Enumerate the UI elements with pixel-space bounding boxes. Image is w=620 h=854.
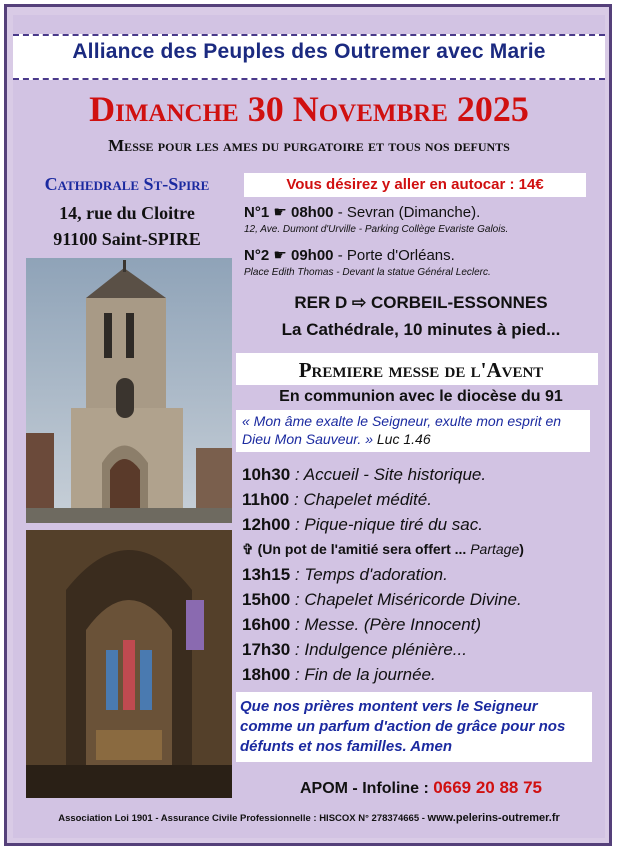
schedule-time: 10h30 <box>242 465 291 484</box>
schedule-label: Accueil - Site historique. <box>303 465 487 484</box>
schedule-item: 11h00 : Chapelet médité. <box>242 490 432 509</box>
pot-partage: Partage <box>470 541 520 557</box>
schedule-time: 18h00 <box>242 665 291 684</box>
schedule-label: Chapelet médité. <box>303 490 432 509</box>
infoline-label: APOM - Infoline : <box>299 780 434 797</box>
event-subtitle: Messe pour les ames du purgatoire et tous nos defunts <box>108 136 510 155</box>
stop-2-time: 09h00 <box>290 247 334 264</box>
stop-1-place: Sevran (Dimanche). <box>346 204 481 221</box>
infoline-contact <box>236 778 606 798</box>
rer-directions: RER D ⇨ CORBEIL-ESSONNES <box>294 293 548 312</box>
closing-prayer: Que nos prières montent vers le Seigneur comme un parfum d'action de grâce pour nos défunts et nos familles. Amen <box>240 698 566 755</box>
pot-amitie-note <box>242 541 524 558</box>
schedule-item: 13h15 : Temps d'adoration. <box>242 565 448 584</box>
stop-2-address: Place Edith Thomas - Devant la statue Général Leclerc. <box>244 267 491 278</box>
footer-text: Association Loi 1901 - Assurance Civile Professionnelle : HISCOX N° 278374665 - <box>58 813 428 824</box>
quote-text: « Mon âme exalte le Seigneur, exulte mon esprit en Dieu Mon Sauveur. » <box>242 413 562 447</box>
schedule-item: 18h00 : Fin de la journée. <box>242 665 436 684</box>
schedule-time: 13h15 <box>242 565 291 584</box>
autocar-price-banner: Vous désirez y aller en autocar : 14€ <box>244 173 586 197</box>
cross-icon: ✞ <box>242 541 254 557</box>
cathedral-city: 91100 Saint-SPIRE <box>53 229 201 249</box>
communion-line: En communion avec le diocèse du 91 <box>279 388 563 405</box>
stop-1-address: 12, Ave. Dumont d'Urville - Parking Collège Evariste Galois. <box>244 224 509 235</box>
schedule-item: 10h30 : Accueil - Site historique. <box>242 465 487 484</box>
scripture-quote <box>242 412 592 448</box>
schedule-time: 15h00 <box>242 590 291 609</box>
poster-title: Alliance des Peuples des Outremer avec Marie <box>72 40 546 63</box>
cathedral-street: 14, rue du Cloitre <box>59 203 195 223</box>
schedule-label: Messe. (Père Innocent) <box>304 615 482 634</box>
stop-1-number: N°1 <box>244 204 270 221</box>
stop-1-time: 08h00 <box>290 204 334 221</box>
cathedral-interior-photo <box>26 530 232 798</box>
schedule-label: Chapelet Miséricorde Divine. <box>304 590 522 609</box>
schedule-time: 12h00 <box>242 515 291 534</box>
hand-pointing-icon: ☛ <box>273 204 287 221</box>
schedule-label: Pique-nique tiré du sac. <box>304 515 483 534</box>
schedule-time: 16h00 <box>242 615 291 634</box>
schedule-label: Indulgence plénière... <box>304 640 467 659</box>
schedule-label: Temps d'adoration. <box>304 565 448 584</box>
schedule-label: Fin de la journée. <box>304 665 436 684</box>
schedule-item: 15h00 : Chapelet Miséricorde Divine. <box>242 590 522 609</box>
footer-website-link[interactable]: www.pelerins-outremer.fr <box>427 812 560 824</box>
schedule-time: 17h30 <box>242 640 291 659</box>
hand-pointing-icon: ☛ <box>273 247 287 264</box>
cathedral-name: Cathedrale St-Spire <box>44 174 210 194</box>
event-date: Dimanche 30 Novembre 2025 <box>89 89 529 129</box>
schedule-item: 16h00 : Messe. (Père Innocent) <box>242 615 482 634</box>
stop-2-place: Porte d'Orléans. <box>346 247 455 264</box>
stop-2-number: N°2 <box>244 247 270 264</box>
bus-stop-1: N°1 ☛ 08h00 - Sevran (Dimanche). <box>244 204 481 221</box>
pot-text: (Un pot de l'amitié sera offert ... <box>257 541 471 557</box>
schedule-item: 12h00 : Pique-nique tiré du sac. <box>242 515 483 534</box>
schedule-time: 11h00 <box>242 490 290 509</box>
cathedral-exterior-photo <box>26 258 232 523</box>
pot-close: ) <box>519 541 524 557</box>
avent-title: Premiere messe de l'Avent <box>298 358 544 382</box>
infoline-phone: 0669 20 88 75 <box>433 778 543 797</box>
schedule-item: 17h30 : Indulgence plénière... <box>242 640 467 659</box>
walking-directions: La Cathédrale, 10 minutes à pied... <box>281 320 561 339</box>
bus-stop-2: N°2 ☛ 09h00 - Porte d'Orléans. <box>244 247 455 264</box>
quote-reference: Luc 1.46 <box>376 431 431 447</box>
footer-legal <box>13 812 605 824</box>
